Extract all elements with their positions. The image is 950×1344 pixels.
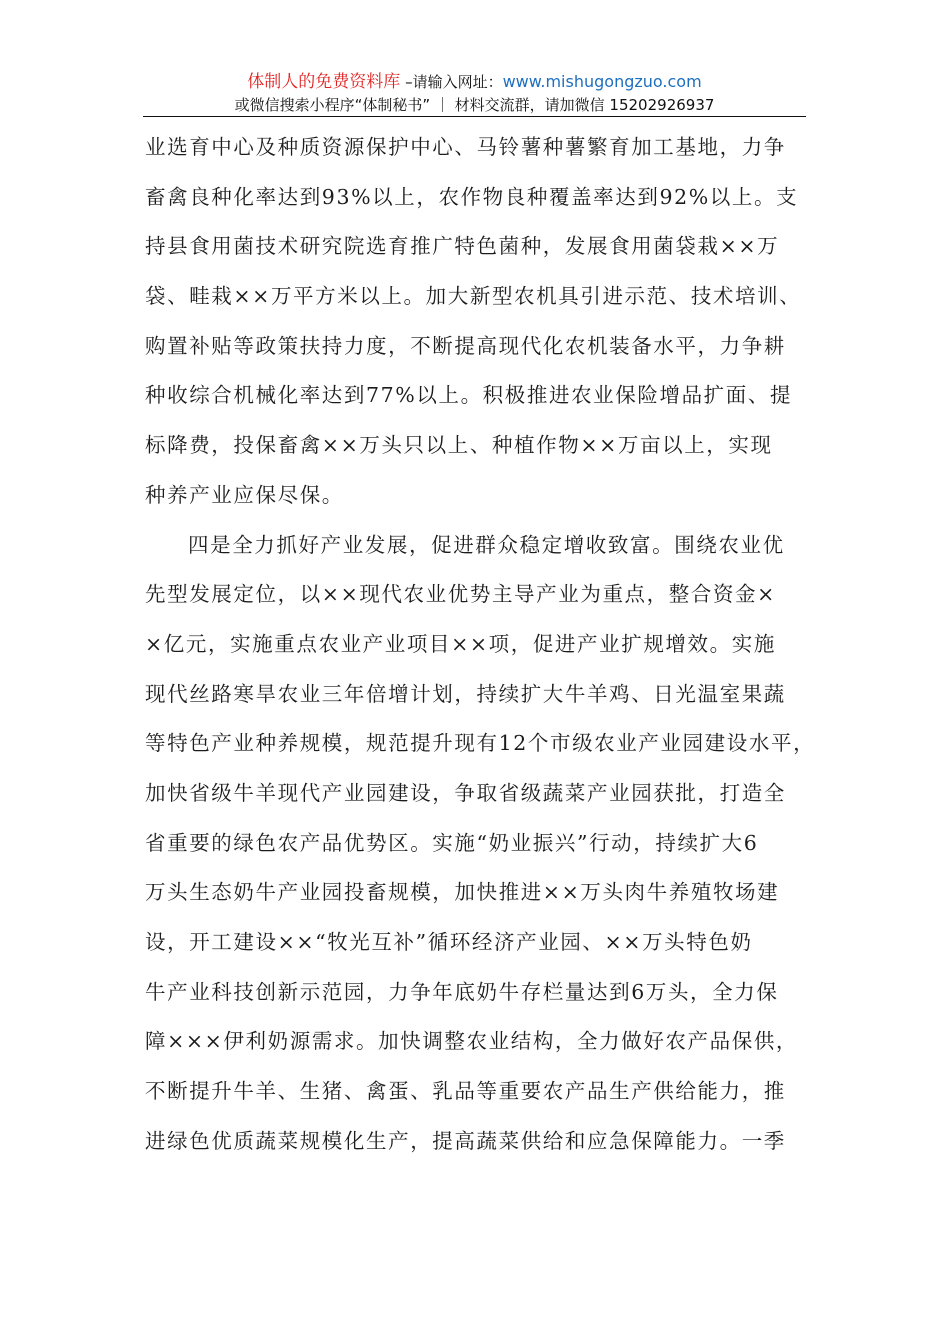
paragraph-line: 种养产业应保尽保。	[145, 482, 344, 507]
header-banner	[143, 70, 806, 94]
paragraph-line-indented: 四是全力抓好产业发展，促进群众稳定增收致富。围绕农业优	[188, 532, 785, 557]
header-contact-line: 或微信搜索小程序“体制秘书” ｜ 材料交流群，请加微信 15202926937	[234, 96, 715, 114]
paragraph-line: 袋、畦栽××万平方米以上。加大新型农机具引进示范、技术培训、	[145, 284, 802, 309]
paragraph-line: 等特色产业种养规模，规范提升现有12个市级农业产业园建设水平，	[145, 731, 816, 756]
paragraph-line: 障×××伊利奶源需求。加快调整农业结构，全力做好农产品保供，	[145, 1029, 799, 1054]
header-url-link[interactable]: www.mishugongzuo.com	[502, 72, 702, 91]
paragraph-line: 种收综合机械化率达到77%以上。积极推进农业保险增品扩面、提	[145, 383, 793, 408]
document-body	[145, 128, 816, 1171]
paragraph-line: 畜禽良种化率达到93%以上，农作物良种覆盖率达到92%以上。支	[145, 184, 799, 209]
paragraph-line: 省重要的绿色农产品优势区。实施“奶业振兴”行动，持续扩大6	[145, 830, 759, 855]
header-divider	[143, 116, 806, 117]
paragraph-line: 万头生态奶牛产业园投畜规模，加快推进××万头肉牛养殖牧场建	[145, 880, 780, 905]
paragraph-line: 现代丝路寒旱农业三年倍增计划，持续扩大牛羊鸡、日光温室果蔬	[145, 681, 786, 706]
paragraph-line: 业选育中心及种质资源保护中心、马铃薯种薯繁育加工基地，力争	[145, 135, 786, 159]
paragraph-line: 牛产业科技创新示范园，力争年底奶牛存栏量达到6万头，全力保	[145, 979, 779, 1004]
header-prompt: –请输入网址：	[400, 73, 503, 91]
paragraph-line: 先型发展定位，以××现代农业优势主导产业为重点，整合资金×	[145, 582, 776, 607]
header-brand: 体制人的免费资料库	[247, 72, 401, 92]
page-header	[143, 70, 806, 116]
paragraph-line: 进绿色优质蔬菜规模化生产，提高蔬菜供给和应急保障能力。一季	[145, 1128, 786, 1153]
paragraph-line: 持县食用菌技术研究院选育推广特色菌种，发展食用菌袋栽××万	[145, 234, 780, 259]
paragraph-line: 标降费，投保畜禽××万头只以上、种植作物××万亩以上，实现	[145, 433, 773, 458]
paragraph-line: 购置补贴等政策扶持力度，不断提高现代化农机装备水平，力争耕	[145, 333, 786, 358]
paragraph-line: ×亿元，实施重点农业产业项目××项，促进产业扩规增效。实施	[145, 631, 776, 656]
paragraph-line: 加快省级牛羊现代产业园建设，争取省级蔬菜产业园获批，打造全	[145, 780, 786, 805]
paragraph-line: 不断提升牛羊、生猪、禽蛋、乳品等重要农产品生产供给能力，推	[145, 1079, 786, 1104]
paragraph-line: 设，开工建设××“牧光互补”循环经济产业园、××万头特色奶	[145, 930, 753, 954]
